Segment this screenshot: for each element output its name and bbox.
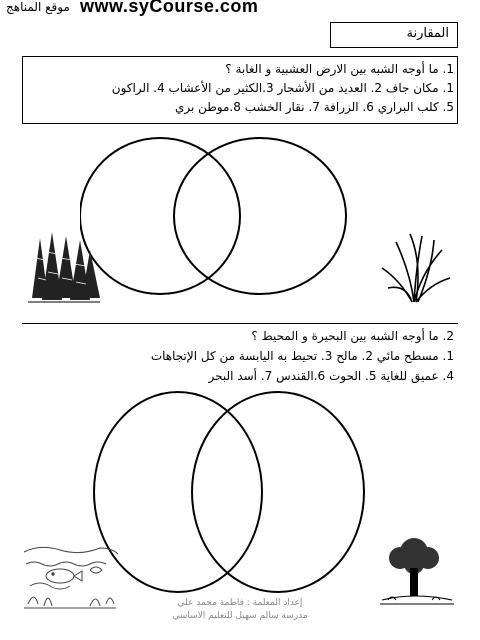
water-scene-icon xyxy=(20,540,120,612)
venn1-left-circle xyxy=(80,138,240,294)
venn2-right-circle xyxy=(192,392,364,592)
brand-arabic-text: موقع المناهج xyxy=(6,0,70,14)
question2-top-rule xyxy=(22,323,458,324)
question1-title: 1. ما أوجه الشبه بين الارض العشبية و الغابة ؟ xyxy=(225,62,454,76)
footer-teacher: إعداد المعلمة : فاطمة محمد علي xyxy=(177,598,303,608)
question2-options-line1: 1. مسطح مائي 2. مالح 3. تحيط به اليابسة من كل الإتجاهات xyxy=(150,349,454,363)
venn1-right-circle xyxy=(174,138,346,294)
venn-diagram-1 xyxy=(80,136,352,300)
grass-icon xyxy=(376,232,452,304)
question1-options-line1: 1. مكان جاف 2. العديد من الأشجار 3.الكثير من الأعشاب 4. الراكون xyxy=(111,81,454,95)
footer-school: مدرسة سالم سهيل للتعليم الاساسي xyxy=(172,611,308,621)
question1-options-line2: 5. كلب البراري 6. الزرافة 7. نقار الخشب 8.موطن بري xyxy=(174,100,454,114)
venn-diagram-2 xyxy=(92,388,368,594)
question2-options-line2: 4. عميق للغاية 5. الحوت 6.القندس 7. أسد البحر xyxy=(208,369,454,383)
forest-icon xyxy=(24,228,102,308)
brand-url: www.syCourse.com xyxy=(80,0,259,16)
tree-icon xyxy=(374,534,458,608)
question2-title: 2. ما أوجه الشبه بين البحيرة و المحيط ؟ xyxy=(251,329,454,343)
worksheet-title: المقارنة xyxy=(330,22,458,48)
